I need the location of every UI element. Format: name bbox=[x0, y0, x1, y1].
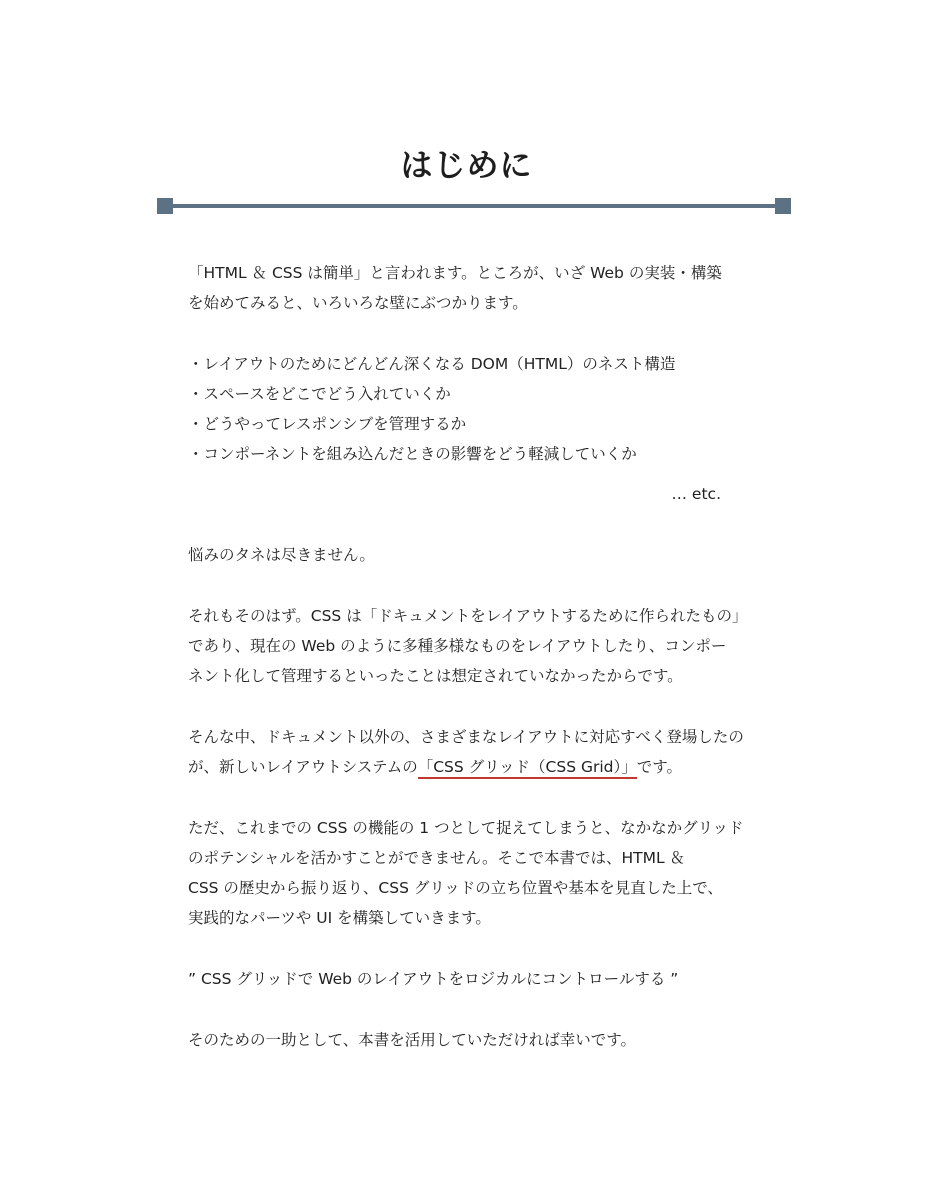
motto-paragraph bbox=[188, 964, 788, 994]
problem-list bbox=[188, 349, 788, 469]
approach-line-4: 実践的なパーツや UI を構築していきます。 bbox=[188, 909, 491, 927]
grid-intro-paragraph bbox=[188, 722, 788, 782]
intro-line-2: を始めてみると、いろいろな壁にぶつかります。 bbox=[188, 294, 528, 312]
etc-note: … etc. bbox=[671, 485, 721, 503]
intro-line-1: 「HTML ＆ CSS は簡単」と言われます。ところが、いざ Web の実装・構築 bbox=[188, 264, 722, 282]
worries-line: 悩みのタネは尽きません。 bbox=[188, 546, 375, 564]
grid-intro-line-1: そんな中、ドキュメント以外の、さまざまなレイアウトに対応すべく登場したの bbox=[188, 728, 744, 746]
list-item: ・どうやってレスポンシブを管理するか bbox=[188, 415, 467, 433]
reason-line-3: ネント化して管理するといったことは想定されていなかったからです。 bbox=[188, 667, 683, 685]
worries-paragraph bbox=[188, 540, 788, 570]
page-title: はじめに bbox=[400, 146, 533, 184]
grid-intro-text-after: です。 bbox=[636, 758, 682, 776]
list-item: ・スペースをどこでどう入れていくか bbox=[188, 385, 451, 403]
reason-line-1: それもそのはず。CSS は「ドキュメントをレイアウトするために作られたもの」 bbox=[188, 607, 748, 625]
grid-intro-line-2 bbox=[188, 752, 788, 782]
list-item: ・コンポーネントを組み込んだときの影響をどう軽減していくか bbox=[188, 445, 637, 463]
approach-line-3: CSS の歴史から振り返り、CSS グリッドの立ち位置や基本を見直した上で、 bbox=[188, 879, 723, 897]
motto-line: ” CSS グリッドで Web のレイアウトをロジカルにコントロールする ” bbox=[188, 970, 679, 988]
divider-line bbox=[165, 204, 783, 208]
closing-line: そのための一助として、本書を活用していただければ幸いです。 bbox=[188, 1031, 636, 1049]
approach-paragraph bbox=[188, 813, 788, 933]
approach-line-2: のポテンシャルを活かすことができません。そこで本書では、HTML ＆ bbox=[188, 849, 686, 867]
title-divider bbox=[157, 198, 791, 214]
grid-intro-text-before: が、新しいレイアウトシステムの bbox=[188, 758, 418, 776]
body-text bbox=[188, 258, 788, 1086]
approach-line-1: ただ、これまでの CSS の機能の 1 つとして捉えてしまうと、なかなかグリッド bbox=[188, 819, 744, 837]
reason-line-2: であり、現在の Web のように多種多様なものをレイアウトしたり、コンポー bbox=[188, 637, 727, 655]
closing-paragraph bbox=[188, 1025, 788, 1055]
divider-right-cap bbox=[775, 198, 791, 214]
intro-paragraph bbox=[188, 258, 788, 318]
reason-paragraph bbox=[188, 601, 788, 691]
css-grid-highlight: 「CSS グリッド（CSS Grid）」 bbox=[418, 758, 637, 779]
list-item: ・レイアウトのためにどんどん深くなる DOM（HTML）のネスト構造 bbox=[188, 355, 676, 373]
